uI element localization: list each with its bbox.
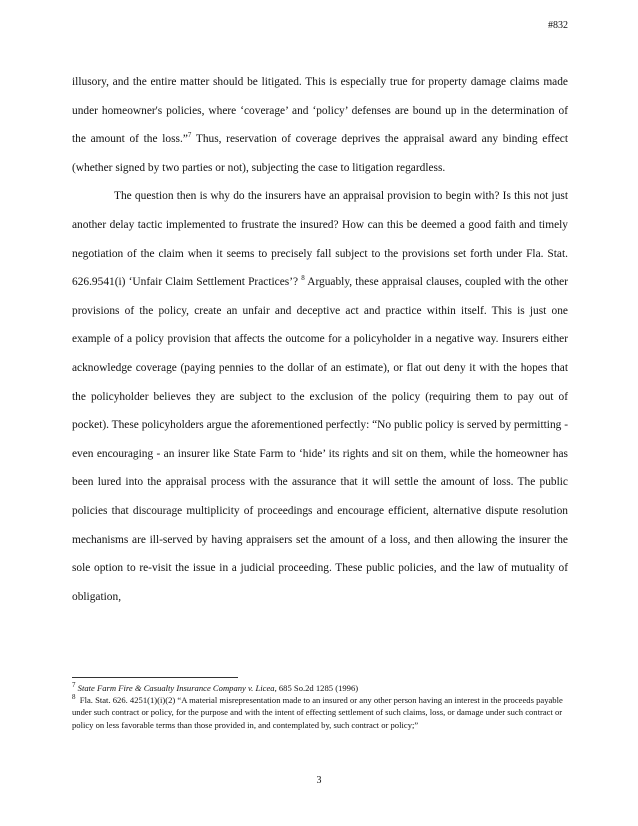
paragraph-2-text: The question then is why do the insurers have an appraisal provision to begin with? Is this not just another delay tactic implemented to frustrate the insured? How can this be deemed a good faith and timely negotiation of the claim when it seems to precisely fall subject to the provisions set forth under Fla. Stat. 626.9541(i) ‘Unfair Claim Settlement Practices’? — [72, 190, 568, 289]
footnote-divider — [72, 677, 238, 678]
footnote-7-case-name: State Farm Fire & Casualty Insurance Company v. Licea — [77, 683, 275, 693]
footnote-ref-7[interactable]: 7 — [187, 131, 192, 140]
footnote-8-text: Fla. Stat. 626. 4251(1)(i)(2) “A material misrepresentation made to an insured or any other person having an interest in the proceeds payable under such contract or policy, for the purpose and with the intent of effecting settlement of such claims, loss, or damage under such contract or policy on less favorable terms than those provided in, and contemplated by, such contract or policy;” — [72, 695, 563, 730]
footnote-7 — [72, 682, 568, 694]
footnote-7-citation: , 685 So.2d 1285 (1996) — [274, 683, 359, 693]
paragraph-1-text-cont: Thus, reservation of coverage deprives the appraisal award any binding effect (whether signed by two parties or not), subjecting the case to litigation regardless. — [72, 133, 568, 174]
footnote-7-number: 7 — [72, 681, 76, 690]
footnote-ref-8[interactable]: 8 — [301, 274, 305, 283]
paragraph-2-text-cont: Arguably, these appraisal clauses, coupled with the other provisions of the policy, create an unfair and deceptive act and practice within itself. This is just one example of a policy provision that affects the outcome for a policyholder in a negative way. Insurers either acknowledge coverage (paying pennies to the dollar of an estimate), or flat out deny it with the hopes that the policyholder believes they are subject to the exclusion of the policy (requiring them to pay out of pocket). These policyholders argue the aforementioned perfectly: “No public policy is served by permitting - even encouraging - an insurer like State Farm to ‘hide’ its rights and sit on them, while the homeowner has been lured into the appraisal process with the assurance that it will settle the amount of loss. The public policies that discourage multiplicity of proceedings and encourage efficient, alternative dispute resolution mechanisms are ill-served by having appraisers set the amount of a loss, and then allowing the insurer the sole option to re-visit the issue in a judicial proceeding. These public policies, and the law of mutuality of obligation, — [72, 276, 568, 603]
paragraph-1 — [72, 68, 568, 182]
paragraph-1-text: illusory, and the entire matter should be litigated. This is especially true for property damage claims made under homeowner's policies, where ‘coverage’ and ‘policy’ defenses are bound up in the determination of the amount of the loss.” — [72, 76, 568, 146]
page-number: 3 — [316, 775, 322, 786]
footnotes — [72, 682, 568, 731]
document-number: #832 — [548, 20, 568, 31]
footnote-8 — [72, 694, 568, 731]
paragraph-2 — [72, 182, 568, 611]
footnote-8-number: 8 — [72, 693, 76, 702]
body-text — [72, 68, 568, 611]
